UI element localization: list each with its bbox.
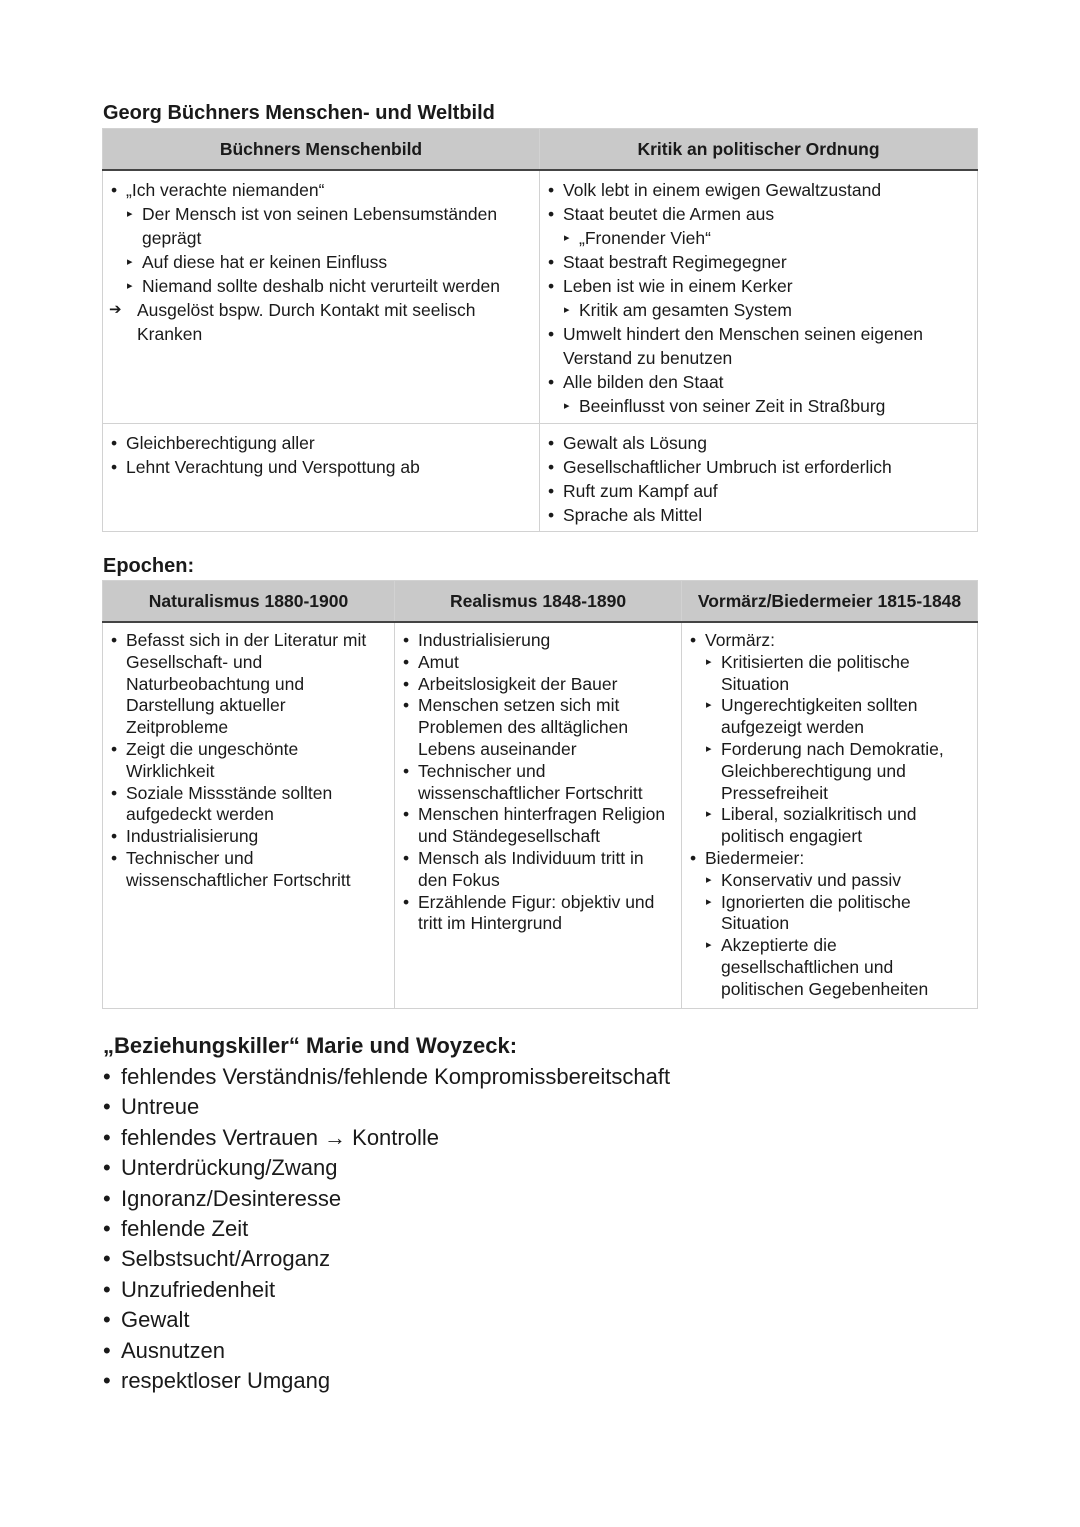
list-item: ▸ Forderung nach Demokratie, Gleichberechtigung und Pressefreiheit — [688, 739, 973, 804]
list-item: ▸ Der Mensch ist von seinen Lebensumständen geprägt — [109, 202, 535, 250]
column-header: Kritik an politischer Ordnung — [540, 129, 978, 171]
list-item: • Gleichberechtigung aller — [109, 431, 535, 455]
list-item: • Ausnutzen — [103, 1336, 670, 1366]
list-item: • Ruft zum Kampf auf — [546, 479, 973, 503]
list-item: • Umwelt hindert den Menschen seinen eigenen Verstand zu benutzen — [546, 322, 973, 370]
bullet-list — [109, 178, 535, 346]
list-item: • Staat bestraft Regimegegner — [546, 250, 973, 274]
list-item: • Amut — [401, 652, 677, 674]
list-item: ▸ Niemand sollte deshalb nicht verurteilt werden — [109, 274, 535, 298]
column-header: Büchners Menschenbild — [103, 129, 540, 171]
list-item: ▸ Ungerechtigkeiten sollten aufgezeigt werden — [688, 695, 973, 739]
list-item: • Menschen setzen sich mit Problemen des alltäglichen Lebens auseinander — [401, 695, 677, 760]
list-item: • Gesellschaftlicher Umbruch ist erforderlich — [546, 455, 973, 479]
bullet-list — [688, 630, 973, 1001]
list-item: • fehlendes Vertrauen → Kontrolle — [103, 1123, 670, 1153]
column-header: Vormärz/Biedermeier 1815-1848 — [682, 581, 978, 623]
list-item: • Zeigt die ungeschönte Wirklichkeit — [109, 739, 390, 783]
bullet-list — [401, 630, 677, 935]
beziehungskiller-list — [103, 1062, 670, 1396]
table-row — [103, 424, 978, 532]
list-item: • Staat beutet die Armen aus — [546, 202, 973, 226]
column-header: Naturalismus 1880-1900 — [103, 581, 395, 623]
list-item: ▸ Kritisierten die politische Situation — [688, 652, 973, 696]
list-item: ▸ Kritik am gesamten System — [546, 298, 973, 322]
list-item: • Gewalt — [103, 1305, 670, 1335]
section-title-beziehungskiller: „Beziehungskiller“ Marie und Woyzeck: — [103, 1033, 518, 1058]
list-item: • „Ich verachte niemanden“ — [109, 178, 535, 202]
table-header-row — [103, 581, 978, 623]
list-item: • Lehnt Verachtung und Verspottung ab — [109, 455, 535, 479]
list-item: • Industrialisierung — [109, 826, 390, 848]
list-item: ▸ „Fronender Vieh“ — [546, 226, 973, 250]
table-cell — [103, 424, 540, 532]
bullet-list — [109, 630, 390, 892]
list-item: • Ignoranz/Desinteresse — [103, 1184, 670, 1214]
list-item: • Unterdrückung/Zwang — [103, 1153, 670, 1183]
list-item: • Alle bilden den Staat — [546, 370, 973, 394]
list-item: • Technischer und wissenschaftlicher Fortschritt — [109, 848, 390, 892]
list-item: ▸ Akzeptierte die gesellschaftlichen und politischen Gegebenheiten — [688, 935, 973, 1000]
epochen-table — [102, 580, 978, 1009]
buechner-table — [102, 128, 978, 532]
list-item: • Industrialisierung — [401, 630, 677, 652]
list-item: • Biedermeier: — [688, 848, 973, 870]
section-title-epochen: Epochen: — [103, 555, 195, 577]
list-item: • Unzufriedenheit — [103, 1275, 670, 1305]
table-header-row — [103, 129, 978, 171]
section-title-buechner: Georg Büchners Menschen- und Weltbild — [103, 102, 495, 124]
list-item: • Menschen hinterfragen Religion und Ständegesellschaft — [401, 804, 677, 848]
list-item: ▸ Ignorierten die politische Situation — [688, 892, 973, 936]
column-header: Realismus 1848-1890 — [395, 581, 682, 623]
list-item: • respektloser Umgang — [103, 1366, 670, 1396]
list-item: • Untreue — [103, 1092, 670, 1122]
list-item: • fehlende Zeit — [103, 1214, 670, 1244]
list-item: • Soziale Missstände sollten aufgedeckt werden — [109, 783, 390, 827]
table-row — [103, 622, 978, 1009]
table-cell — [395, 622, 682, 1009]
table-cell — [540, 424, 978, 532]
list-item: • Arbeitslosigkeit der Bauer — [401, 674, 677, 696]
table-cell — [682, 622, 978, 1009]
list-item: • Leben ist wie in einem Kerker — [546, 274, 973, 298]
list-item: • Erzählende Figur: objektiv und tritt im Hintergrund — [401, 892, 677, 936]
list-item: • Selbstsucht/Arroganz — [103, 1244, 670, 1274]
bullet-list — [109, 431, 535, 479]
list-item: • Sprache als Mittel — [546, 503, 973, 527]
table-cell — [103, 622, 395, 1009]
bullet-list — [546, 431, 973, 527]
table-cell — [103, 170, 540, 424]
list-item: ▸ Konservativ und passiv — [688, 870, 973, 892]
list-item: • Technischer und wissenschaftlicher Fortschritt — [401, 761, 677, 805]
list-item: • Gewalt als Lösung — [546, 431, 973, 455]
list-item: ▸ Beeinflusst von seiner Zeit in Straßburg — [546, 394, 973, 418]
list-item: • Volk lebt in einem ewigen Gewaltzustand — [546, 178, 973, 202]
list-item: ➔ Ausgelöst bspw. Durch Kontakt mit seelisch Kranken — [109, 298, 535, 346]
list-item: • Mensch als Individuum tritt in den Fokus — [401, 848, 677, 892]
list-item: ▸ Auf diese hat er keinen Einfluss — [109, 250, 535, 274]
list-item: ▸ Liberal, sozialkritisch und politisch engagiert — [688, 804, 973, 848]
bullet-list — [546, 178, 973, 418]
list-item: • fehlendes Verständnis/fehlende Kompromissbereitschaft — [103, 1062, 670, 1092]
table-cell — [540, 170, 978, 424]
list-item: • Befasst sich in der Literatur mit Gesellschaft- und Naturbeobachtung und Darstellung aktueller Zeitprobleme — [109, 630, 390, 739]
table-row — [103, 170, 978, 424]
list-item: • Vormärz: — [688, 630, 973, 652]
